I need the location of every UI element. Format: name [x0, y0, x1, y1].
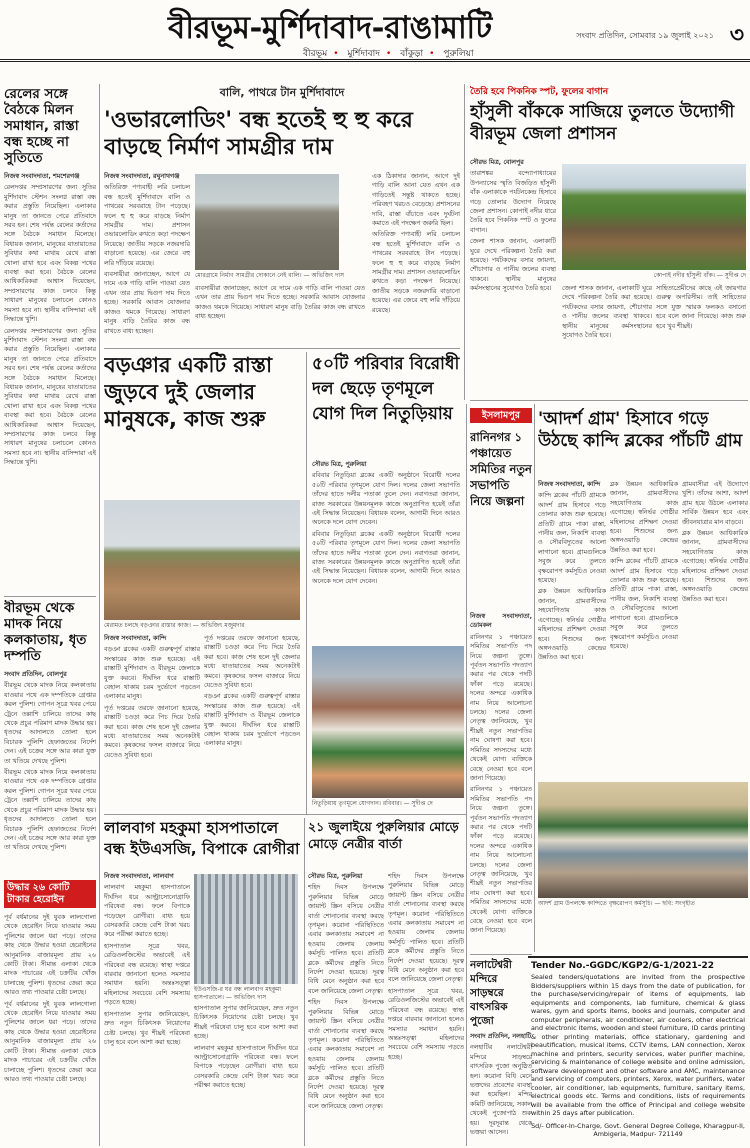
article-paragraph: লালবাগ মহকুমা হাসপাতালে দীর্ঘদিন ধরে আল্ট্রাসোনোগ্রাফি পরিষেবা বন্ধ। ফলে বিপাকে পড়েছেন রোগীরা। বাধ্য হয়ে বেসরকারি কেন্দ্রে বেশি টাকা খরচ করে পরীক্ষা করাতে হচ্ছে।	[194, 1044, 298, 1090]
masthead	[0, 0, 750, 62]
tender-body: Sealed tenders/quotations are invited from the prospective Bidders/suppliers within 15 days from the date of publication, for the purchase/servicing/repair of items of equipments, lab equipments and components, lab furniture, chemical & glass wares, gym and sports items, books and journals, computer and computer peripherals, air conditioner, air coolers, other electrical and electronic items, wooden and steel furniture, ID cards printing & other printing materials, office stationary, gardening and beautification, musical items, CCTV items, LAN connection, Xerox machine and printers, security services, water purifier machine, servicing & maintenance of college website and online admission, software development and other software and AMC, maintenance and servicing of computers, printers, Xerox, water purifiers, water cooler, air conditioner, lab equipments, furniture, sanitary items, electrical goods etc. Terms and conditions, lists of requirements will be available from the office of Principal and college website within 25 days after publication.	[531, 973, 745, 1117]
district-list: বীরভূম • মুর্শিদাবাদ • বাঁকুড়া • পুরুলিয়া	[303, 49, 474, 59]
photo-party-event	[312, 646, 464, 798]
photo-kopai-river	[562, 164, 746, 270]
article-hansuli-bank	[470, 84, 748, 164]
article-paragraph: বীরভূম থেকে মাদক নিয়ে কলকাতায় যাওয়ার পথে এক দম্পতিকে গ্রেপ্তার করল পুলিশ। গোপন সূত্রে খবর পেয়ে ট্রেনে তল্লাশি চালিয়ে তাদের কাছ থেকে প্রচুর পরিমাণ মাদক উদ্ধার হয়। ধৃতদের আদালতে তোলা হলে বিচারক পুলিশি হেফাজতের নির্দেশ দেন। এই চক্রের সঙ্গে আর কারা যুক্ত তা খতিয়ে দেখছে পুলিশ।	[4, 682, 96, 765]
article-paragraph: রবিবার নিতুড়িয়া ব্লকের একটি অনুষ্ঠানে বিরোধী দলের ৫০টি পরিবার তৃণমূলে যোগ দিল। দলের জেলা সভাপতি তাঁদের হাতে দলীয় পতাকা তুলে দেন। নবাগতরা জানান, রাজ্য সরকারের উন্নয়নমূলক কাজে অনুপ্রাণিত হয়েই তাঁরা এই সিদ্ধান্ত নিয়েছেন। বিধায়ক বলেন, আগামী দিনে আরও অনেকে দলে যোগ দেবেন।	[312, 530, 460, 585]
article-raninagar	[470, 408, 532, 608]
article-body	[4, 172, 96, 592]
article-body-column	[562, 284, 652, 396]
article-body-column	[656, 284, 746, 396]
article-paragraph: সাহিত্যপ্রেমীদের কাছে এই জায়গার গুরুত্ব অপরিসীম। তাই সাহিত্যের সঙ্গে যুক্ত স্মারক ফলকও বসানো হবে বলে জানা গিয়েছে। কাজ শুরু হবে খুব শীঘ্রই।	[656, 285, 746, 330]
article-paragraph: রেলদপ্তর সম্প্রসারণের জন্য সুতির মুর্শিদাবাদ স্টেশন সংলগ্ন রাস্তা বন্ধ করার প্রস্তুতি নিয়েছিল। এলাকার মানুষ তা জানতে পেরে প্রতিবাদে সরব হন। শেষ পর্যন্ত রেলের কর্তাদের সঙ্গে বৈঠকে সমাধান মিলেছে। বিধায়ক জানান, মানুষের যাতায়াতের সুবিধার কথা মাথায় রেখে রাস্তা খোলা রাখা হবে এবং বিকল্প পথের ব্যবস্থা করা হবে। বৈঠকে রেলের আধিকারিকরা আশ্বাস দিয়েছেন, সম্প্রসারণের কাজ চলবে কিন্তু সাধারণ মানুষের চলাচলে কোনও সমস্যা হবে না। স্থানীয় বাসিন্দারা এই সিদ্ধান্তে খুশি।	[4, 327, 96, 467]
article-tag: উদ্ধার ২৬ কোটি টাকার হেরোইন	[4, 880, 96, 908]
article-body-column	[470, 612, 532, 952]
article-body-column	[104, 172, 190, 344]
article-headline: রেলের সঙ্গে বৈঠকে মিলন সমাধান, রাস্তা বন্ধ হচ্ছে না সুতিতে	[4, 86, 79, 166]
article-paragraph: ব্লক উন্নয়ন আধিকারিক জানান, গ্রামবাসীদের সহযোগিতায় কাজ এগোচ্ছে। স্বনির্ভর গোষ্ঠীর মহিলাদের প্রশিক্ষণ দেওয়া হবে। শিশুদের জন্য অঙ্গনওয়াড়ি কেন্দ্রের উন্নতিও করা হবে।	[610, 481, 678, 554]
article-byline: নিজস্ব সংবাদদাতা, কান্দি	[538, 481, 601, 488]
article-paragraph: বীরভূম থেকে মাদক নিয়ে কলকাতায় যাওয়ার পথে এক দম্পতিকে গ্রেপ্তার করল পুলিশ। গোপন সূত্রে খবর পেয়ে ট্রেনে তল্লাশি চালিয়ে তাদের কাছ থেকে প্রচুর পরিমাণ মাদক উদ্ধার হয়। ধৃতদের আদালতে তোলা হলে বিচারক পুলিশি হেফাজতের নির্দেশ দেন। এই চক্রের সঙ্গে আর কারা যুক্ত তা খতিয়ে দেখছে পুলিশ।	[4, 769, 96, 852]
article-paragraph: কান্দি ব্লকের পাঁচটি গ্রামকে আদর্শ গ্রাম হিসাবে গড়ে তোলার কাজ শুরু হয়েছে। প্রতিটি গ্রামে পাকা রাস্তা, পানীয় জল, নিকাশি ব্যবস্থা ও সৌরবিদ্যুতের আলো লাগানো হবে। গ্রামগুলিকে সবুজ করে তুলতে বৃক্ষরোপণ কর্মসূচিও নেওয়া হয়েছে।	[538, 492, 606, 585]
article-byline: নিজস্ব সংবাদদাতা, ডোমকল	[470, 613, 532, 630]
article-paragraph: শহিদ দিবস উপলক্ষে পুরুলিয়ার বিভিন্ন মোড়ে জায়ান্ট স্ক্রিন বসিয়ে নেত্রীর বার্তা শোনানোর ব্যবস্থা করছে তৃণমূল। করোনা পরিস্থিতিতে এবার কলকাতায় সমাবেশ না হওয়ায় জেলায় জেলায় কর্মসূচি পালিত হবে। প্রতিটি ব্লকে কর্মীদের প্রস্তুতি নিতে নির্দেশ দেওয়া হয়েছে। দূরত্ব বিধি মেনে অনুষ্ঠান করা হবে বলে জানিয়েছে জেলা নেতৃত্ব।	[308, 884, 384, 995]
article-narcotics	[4, 600, 96, 880]
article-paragraph: পূর্ত দপ্তরের তরফে জানানো হয়েছে, রাস্তাটি চওড়া করে পিচ দিয়ে তৈরি করা হবে। কাজ শেষ হলে দুই জেলার মধ্যে যাতায়াতের সময় অনেকটাই কমবে। কৃষকদের ফসল বাজারে নিয়ে যেতেও সুবিধা হবে।	[204, 635, 300, 690]
article-body-column	[682, 480, 748, 780]
article-body	[4, 670, 96, 880]
article-headline: 'ওভারলোডিং' বন্ধ হতেই হু হু করে বাড়ছে নির্মাণ সামগ্রীর দাম	[104, 108, 413, 160]
article-headline: হাঁসুলী বাঁককে সাজিয়ে তুলতে উদ্যোগী বীরভূম জেলা প্রশাসন	[470, 102, 735, 144]
article-paragraph: রবিবার নিতুড়িয়া ব্লকের একটি অনুষ্ঠানে বিরোধী দলের ৫০টি পরিবার তৃণমূলে যোগ দিল। দলের জেলা সভাপতি তাঁদের হাতে দলীয় পতাকা তুলে দেন। নবাগতরা জানান, রাজ্য সরকারের উন্নয়নমূলক কাজে অনুপ্রাণিত হয়েই তাঁরা এই সিদ্ধান্ত নিয়েছেন। বিধায়ক বলেন, আগামী দিনে আরও অনেকে দলে যোগ দেবেন।	[312, 472, 460, 527]
article-headline: ২১ জুলাইয়ে পুরুলিয়ার মোড়ে মোড়ে নেত্রীর বার্তা	[308, 819, 459, 851]
article-paragraph: লালবাগ মহকুমা হাসপাতালে দীর্ঘদিন ধরে আল্ট্রাসোনোগ্রাফি পরিষেবা বন্ধ। ফলে বিপাকে পড়েছেন রোগীরা। বাধ্য হয়ে বেসরকারি কেন্দ্রে বেশি টাকা খরচ করে পরীক্ষা করাতে হচ্ছে।	[104, 884, 190, 939]
article-byline: সৌরভ মিত্র, পুরুলিয়া	[308, 873, 363, 880]
article-adarsha-gram	[538, 408, 748, 478]
article-body-column	[312, 460, 460, 646]
article-kicker: তৈরি হবে পিকনিক স্পট, ফুলের বাগান	[470, 87, 609, 97]
article-headline: নলাটেশ্বরী মন্দিরে সাড়ম্বরে বাৎসরিক পুজো	[470, 959, 512, 1027]
article-paragraph: হাসপাতাল সুপার জানিয়েছেন, দ্রুত নতুন চিকিৎসক নিয়োগের চেষ্টা চলছে। খুব শীঘ্রই পরিষেবা চালু হবে বলে আশা করা হচ্ছে।	[104, 1010, 190, 1046]
article-byline: সৌরভ মিত্র, পুরুলিয়া	[312, 461, 367, 468]
article-paragraph: পূর্ত দপ্তরের তরফে জানানো হয়েছে, রাস্তাটি চওড়া করে পিচ দিয়ে তৈরি করা হবে। কাজ শেষ হলে দুই জেলার মধ্যে যাতায়াতের সময় অনেকটাই কমবে। কৃষকদের ফসল বাজারে নিয়ে যেতেও সুবিধা হবে।	[104, 704, 200, 759]
district-name: বীরভূম	[303, 49, 328, 59]
photo-caption: নিতুড়িয়ায় তৃণমূলে যোগদান। রবিবার। — সুদীপ্ত দে	[312, 800, 433, 807]
photo-hospital-gate	[194, 874, 298, 984]
article-body-column	[372, 172, 460, 344]
photo-road-work	[104, 500, 300, 620]
article-body-column	[470, 158, 556, 396]
article-paragraph: গ্রামবাসীরা এই উদ্যোগে খুশি। তাঁদের আশা, আদর্শ গ্রাম হয়ে উঠলে এলাকার সার্বিক উন্নয়ন হবে এবং জীবনযাত্রার মান বাড়বে।	[682, 481, 748, 526]
article-headline: বড়ঞার একটি রাস্তা জুড়বে দুই জেলার মানুষকে, কাজ শুরু	[104, 353, 273, 431]
article-paragraph: পূর্ব বর্ধমানের দুই যুবক লালগোলা থেকে হেরোইন নিয়ে যাওয়ার সময় পুলিশের জালে ধরা পড়ে। তাদের কাছ থেকে উদ্ধার হওয়া হেরোইনের আনুমানিক বাজারমূল্য প্রায় ২৬ কোটি টাকা। সীমান্ত এলাকা থেকে মাদক পাচারের এই চক্রটির খোঁজ চালাচ্ছে পুলিশ। ধৃতদের জেরা করে আরও তথ্য পাওয়ার চেষ্টা চলছে।	[4, 1000, 96, 1083]
article-heroin	[4, 880, 96, 1146]
article-rail-road	[4, 86, 96, 594]
article-paragraph: শহিদ দিবস উপলক্ষে পুরুলিয়ার বিভিন্ন মোড়ে জায়ান্ট স্ক্রিন বসিয়ে নেত্রীর বার্তা শোনানোর ব্যবস্থা করছে তৃণমূল। করোনা পরিস্থিতিতে এবার কলকাতায় সমাবেশ না হওয়ায় জেলায় জেলায় কর্মসূচি পালিত হবে। প্রতিটি ব্লকে কর্মীদের প্রস্তুতি নিতে নির্দেশ দেওয়া হয়েছে। দূরত্ব বিধি মেনে অনুষ্ঠান করা হবে বলে জানিয়েছে জেলা নেতৃত্ব।	[388, 873, 464, 984]
article-byline: নিজস্ব সংবাদদাতা, কান্দি	[104, 635, 167, 642]
article-paragraph: তারাশঙ্কর বন্দ্যোপাধ্যায়ের উপন্যাসের স্মৃতি বিজড়িত হাঁসুলী বাঁক এলাকাকে পর্যটনকেন্দ্র হিসাবে গড়ে তোলার উদ্যোগ নিয়েছে জেলা প্রশাসন। কোপাই নদীর ধারে তৈরি হবে পিকনিক স্পট ও ফুলের বাগান।	[470, 170, 556, 234]
article-paragraph: হাসপাতাল সুপার জানিয়েছেন, দ্রুত নতুন চিকিৎসক নিয়োগের চেষ্টা চলছে। খুব শীঘ্রই পরিষেবা চালু হবে বলে আশা করা হচ্ছে।	[194, 1005, 298, 1041]
article-body-column	[195, 284, 365, 344]
article-paragraph: বড়ঞা ব্লকের একটি গুরুত্বপূর্ণ রাস্তার সংস্কারের কাজ শুরু হয়েছে। এই রাস্তাটি মুর্শিদাবাদ ও বীরভূম জেলাকে যুক্ত করবে। দীর্ঘদিন ধরে রাস্তাটি বেহাল থাকায় চরম দুর্ভোগে পড়তেন এলাকার মানুষ।	[104, 646, 200, 701]
article-headline: রানিনগর ১ পঞ্চায়েত সমিতির নতুন সভাপতি নিয়ে জল্পনা	[470, 430, 532, 508]
article-byline: নিজস্ব সংবাদদাতা, রঘুনাথগঞ্জ	[104, 173, 180, 180]
article-paragraph: ব্লক উন্নয়ন আধিকারিক জানান, গ্রামবাসীদের সহযোগিতায় কাজ এগোচ্ছে। স্বনির্ভর গোষ্ঠীর মহিলাদের প্রশিক্ষণ দেওয়া হবে। শিশুদের জন্য অঙ্গনওয়াড়ি কেন্দ্রের উন্নতিও করা হবে।	[538, 588, 606, 662]
article-paragraph: জেলা শাসক জানান, এলাকাটি ঘুরে দেখে পরিকল্পনা তৈরি করা হয়েছে। পর্যটকদের বসার জায়গা, শৌচাগার ও পানীয় জলের ব্যবস্থা থাকবে। স্থানীয় মানুষের কর্মসংস্থানের সুযোগও তৈরি হবে।	[470, 238, 556, 293]
article-baranja-road	[104, 352, 304, 500]
article-byline: সৌরভ মিত্র, বোলপুর	[470, 159, 524, 166]
article-paragraph: অতিরিক্ত পণ্যবাহী লরি চলাচল বন্ধ হতেই মুর্শিদাবাদে বালি ও পাথরের সরবরাহে টান পড়েছে। ফলে হু হু করে বাড়ছে নির্মাণ সামগ্রীর দাম। প্রশাসন ওভারলোডিং রুখতে কড়া পদক্ষেপ নিয়েছে। জাতীয় সড়কে নজরদারি বাড়ানো হয়েছে। এর জেরে বহু লরি দাঁড়িয়ে রয়েছে।	[372, 231, 460, 314]
photo-caption: মোরগ্রামে নির্মাণ সামগ্রীর দোকানে নেই বালি। — অভিজিৎ দাস	[195, 272, 344, 279]
tender-title: Tender No.-GGDC/KGP2/G-1/2021-22	[531, 961, 715, 971]
article-paragraph: পূর্ব বর্ধমানের দুই যুবক লালগোলা থেকে হেরোইন নিয়ে যাওয়ার সময় পুলিশের জালে ধরা পড়ে। তাদের কাছ থেকে উদ্ধার হওয়া হেরোইনের আনুমানিক বাজারমূল্য প্রায় ২৬ কোটি টাকা। সীমান্ত এলাকা থেকে মাদক পাচারের এই চক্রটির খোঁজ চালাচ্ছে পুলিশ। ধৃতদের জেরা করে আরও তথ্য পাওয়ার চেষ্টা চলছে।	[4, 914, 96, 997]
article-body-column	[610, 480, 678, 780]
photo-caption: কোপাই নদীর হাঁসুলী বাঁক। — সুদীপ্ত দে	[653, 272, 746, 279]
article-paragraph: নলহাটির নলাটেশ্বরী মন্দিরে সাড়ম্বরে বাৎসরিক পুজো অনুষ্ঠিত হল। করোনা বিধি মেনে ভক্তদের প্রবেশের ব্যবস্থা করা হয়েছিল। মন্দির কমিটি জানিয়েছে, সকাল থেকেই পুজোপাঠ শুরু হয়। দূরদূরান্ত থেকে ভক্তরা আসেন।	[470, 1044, 532, 1137]
article-paragraph: রানিনগর ১ পঞ্চায়েত সমিতির সভাপতি পদ নিয়ে জল্পনা তুঙ্গে। পূর্বতন সভাপতি পদত্যাগ করার পর থেকে পদটি ফাঁকা পড়ে রয়েছে। দলের অন্দরে একাধিক নাম নিয়ে আলোচনা চলছে। দলের জেলা নেতৃত্ব জানিয়েছে, খুব শীঘ্রই নতুন সভাপতির নাম ঘোষণা করা হবে। সমিতির সদস্যদের মধ্যে থেকেই যোগ্য ব্যক্তিকে বেছে নেওয়া হবে বলে জানা গিয়েছে।	[470, 786, 532, 935]
article-body-column	[104, 872, 190, 1146]
article-body	[470, 1032, 532, 1142]
article-purulia-july21	[308, 818, 464, 874]
article-headline: ৫০টি পরিবার বিরোধী দল ছেড়ে তৃণমূলে যোগ দিল নিতুড়িয়ায়	[312, 354, 460, 424]
article-body-column	[204, 634, 300, 812]
photo-sand-shop	[195, 174, 339, 270]
article-paragraph: রেলদপ্তর সম্প্রসারণের জন্য সুতির মুর্শিদাবাদ স্টেশন সংলগ্ন রাস্তা বন্ধ করার প্রস্তুতি নিয়েছিল। এলাকার মানুষ তা জানতে পেরে প্রতিবাদে সরব হন। শেষ পর্যন্ত রেলের কর্তাদের সঙ্গে বৈঠকে সমাধান মিলেছে। বিধায়ক জানান, মানুষের যাতায়াতের সুবিধার কথা মাথায় রেখে রাস্তা খোলা রাখা হবে এবং বিকল্প পথের ব্যবস্থা করা হবে। বৈঠকে রেলের আধিকারিকরা আশ্বাস দিয়েছেন, সম্প্রসারণের কাজ চলবে কিন্তু সাধারণ মানুষের চলাচলে কোনও সমস্যা হবে না। স্থানীয় বাসিন্দারা এই সিদ্ধান্তে খুশি।	[4, 184, 96, 324]
article-paragraph: হাসপাতাল সূত্রে খবর, রেডিওলজিস্টের অভাবেই এই পরিষেবা বন্ধ রয়েছে। স্বাস্থ্য দপ্তরে বারবার জানানো হলেও সমস্যার সমাধান হয়নি। অন্তঃসত্ত্বা মহিলাদের সবচেয়ে বেশি সমস্যায় পড়তে হচ্ছে।	[388, 987, 464, 1061]
article-headline: বীরভূম থেকে মাদক নিয়ে কলকাতায়, ধৃত দম্পতি	[4, 600, 87, 664]
article-paragraph: রানিনগর ১ পঞ্চায়েত সমিতির সভাপতি পদ নিয়ে জল্পনা তুঙ্গে। পূর্বতন সভাপতি পদত্যাগ করার পর থেকে পদটি ফাঁকা পড়ে রয়েছে। দলের অন্দরে একাধিক নাম নিয়ে আলোচনা চলছে। দলের জেলা নেতৃত্ব জানিয়েছে, খুব শীঘ্রই নতুন সভাপতির নাম ঘোষণা করা হবে। সমিতির সদস্যদের মধ্যে থেকেই যোগ্য ব্যক্তিকে বেছে নেওয়া হবে বলে জানা গিয়েছে।	[470, 633, 532, 782]
article-tag: ইসলামপুর	[470, 408, 532, 423]
article-paragraph: কান্দি ব্লকের পাঁচটি গ্রামকে আদর্শ গ্রাম হিসাবে গড়ে তোলার কাজ শুরু হয়েছে। প্রতিটি গ্রামে পাকা রাস্তা, পানীয় জল, নিকাশি ব্যবস্থা ও সৌরবিদ্যুতের আলো লাগানো হবে। গ্রামগুলিকে সবুজ করে তুলতে বৃক্ষরোপণ কর্মসূচিও নেওয়া হয়েছে।	[610, 558, 678, 650]
article-paragraph: অতিরিক্ত পণ্যবাহী লরি চলাচল বন্ধ হতেই মুর্শিদাবাদে বালি ও পাথরের সরবরাহে টান পড়েছে। ফলে হু হু করে বাড়ছে নির্মাণ সামগ্রীর দাম। প্রশাসন ওভারলোডিং রুখতে কড়া পদক্ষেপ নিয়েছে। জাতীয় সড়কে নজরদারি বাড়ানো হয়েছে। এর জেরে বহু লরি দাঁড়িয়ে রয়েছে।	[104, 184, 190, 267]
article-headline: 'আদর্শ গ্রাম' হিসাবে গড়ে উঠছে কান্দি ব্লকের পাঁচটি গ্রাম	[538, 409, 743, 451]
tender-notice	[528, 956, 748, 1146]
article-body-column	[194, 1004, 298, 1146]
photo-tree-planting	[538, 782, 748, 898]
article-body-column	[308, 872, 384, 1146]
article-kicker: বালি, পাথরে টান মুর্শিদাবাদে	[219, 86, 345, 99]
article-body-column	[104, 634, 200, 812]
district-name: পুরুলিয়া	[443, 49, 474, 59]
article-body	[4, 913, 96, 1146]
photo-caption: ইউএসজি-র ঘর বন্ধ লালবাগ মহকুমা হাসপাতালে। — অভিজিৎ দাস	[194, 986, 282, 1001]
district-name: বাঁকুড়া	[400, 49, 424, 59]
newspaper-section-title: বীরভূম-মুর্শিদাবাদ-রাঙামাটি	[168, 10, 492, 46]
article-paragraph: ব্লক উন্নয়ন আধিকারিক জানান, গ্রামবাসীদের সহযোগিতায় কাজ এগোচ্ছে। স্বনির্ভর গোষ্ঠীর মহিলাদের প্রশিক্ষণ দেওয়া হবে। শিশুদের জন্য অঙ্গনওয়াড়ি কেন্দ্রের উন্নতিও করা হবে।	[682, 530, 748, 603]
article-body-column	[538, 480, 606, 780]
article-headline: লালবাগ মহকুমা হাসপাতালে বন্ধ ইউএসজি, বিপাকে রোগীরা	[104, 819, 300, 858]
article-party-joining	[312, 352, 460, 452]
article-nalateswari-temple	[470, 958, 532, 1146]
article-paragraph: এক ঠিকাদার জানান, আগে দুই গাড়ি বালি আনা যেত এখন এক গাড়িতেই সন্তুষ্ট থাকতে হচ্ছে। পরিবহণ খরচও বেড়েছে। প্রশাসনের দাবি, রাস্তা বাঁচাতে এবং দুর্ঘটনা কমাতে এই পদক্ষেপ জরুরি ছিল।	[372, 173, 460, 228]
article-byline: নিজস্ব সংবাদদাতা, লালবাগ	[104, 873, 174, 880]
article-paragraph: শহিদ দিবস উপলক্ষে পুরুলিয়ার বিভিন্ন মোড়ে জায়ান্ট স্ক্রিন বসিয়ে নেত্রীর বার্তা শোনানোর ব্যবস্থা করছে তৃণমূল। করোনা পরিস্থিতিতে এবার কলকাতায় সমাবেশ না হওয়ায় জেলায় জেলায় কর্মসূচি পালিত হবে। প্রতিটি ব্লকে কর্মীদের প্রস্তুতি নিতে নির্দেশ দেওয়া হয়েছে। দূরত্ব বিধি মেনে অনুষ্ঠান করা হবে বলে জানিয়েছে জেলা নেতৃত্ব।	[308, 999, 384, 1110]
article-byline: সংবাদ প্রতিদিন, বোলপুর	[4, 671, 67, 678]
photo-caption: মেরামত চলছে বড়ঞার রাস্তার কাজ। — অভিজিৎ মজুমদার	[104, 622, 245, 629]
photo-caption: আদর্শ গ্রাম উপলক্ষে কান্দিতে বৃক্ষরোপণ কর্মসূচি। — ছবি: সংগৃহীত	[538, 900, 695, 907]
article-body-column	[388, 872, 464, 1146]
article-paragraph: ব্যবসায়ীরা জানাচ্ছেন, আগে যে দামে এক গাড়ি বালি পাওয়া যেত এখন তার প্রায় দ্বিগুণ দাম দিতে হচ্ছে। সরকারি আবাস যোজনার কাজও থমকে গিয়েছে। সাধারণ মানুষ বাড়ি তৈরির কাজ বন্ধ রাখতে বাধ্য হচ্ছেন।	[104, 271, 190, 335]
article-byline: নিজস্ব সংবাদদাতা, শমশেরগঞ্জ	[4, 173, 80, 180]
article-paragraph: জেলা শাসক জানান, এলাকাটি ঘুরে দেখে পরিকল্পনা তৈরি করা হয়েছে। পর্যটকদের বসার জায়গা, শৌচাগার ও পানীয় জলের ব্যবস্থা থাকবে। স্থানীয় মানুষের কর্মসংস্থানের সুযোগও তৈরি হবে।	[562, 285, 652, 340]
dateline: সংবাদ প্রতিদিন, সোমবার ১৯ জুলাই ২০২১	[576, 31, 714, 40]
article-paragraph: ব্যবসায়ীরা জানাচ্ছেন, আগে যে দামে এক গাড়ি বালি পাওয়া যেত এখন তার প্রায় দ্বিগুণ দাম দিতে হচ্ছে। সরকারি আবাস যোজনার কাজও থমকে গিয়েছে। সাধারণ মানুষ বাড়ি তৈরির কাজ বন্ধ রাখতে বাধ্য হচ্ছেন।	[195, 285, 365, 321]
tender-signature: Sd/- Officer-In-Charge, Govt. General Degree College, Kharagpur-II, Ambigeria, Madpur- 721149	[531, 1121, 745, 1138]
article-paragraph: হাসপাতাল সূত্রে খবর, রেডিওলজিস্টের অভাবেই এই পরিষেবা বন্ধ রয়েছে। স্বাস্থ্য দপ্তরে বারবার জানানো হলেও সমস্যার সমাধান হয়নি। অন্তঃসত্ত্বা মহিলাদের সবচেয়ে বেশি সমস্যায় পড়তে হচ্ছে।	[104, 942, 190, 1007]
article-byline: সংবাদ প্রতিদিন, নলহাটি	[470, 1033, 532, 1040]
district-name: মুর্শিদাবাদ	[347, 49, 381, 59]
page-number: ৩	[729, 23, 744, 48]
article-paragraph: বড়ঞা ব্লকের একটি গুরুত্বপূর্ণ রাস্তার সংস্কারের কাজ শুরু হয়েছে। এই রাস্তাটি মুর্শিদাবাদ ও বীরভূম জেলাকে যুক্ত করবে। দীর্ঘদিন ধরে রাস্তাটি বেহাল থাকায় চরম দুর্ভোগে পড়তেন এলাকার মানুষ।	[204, 693, 300, 748]
